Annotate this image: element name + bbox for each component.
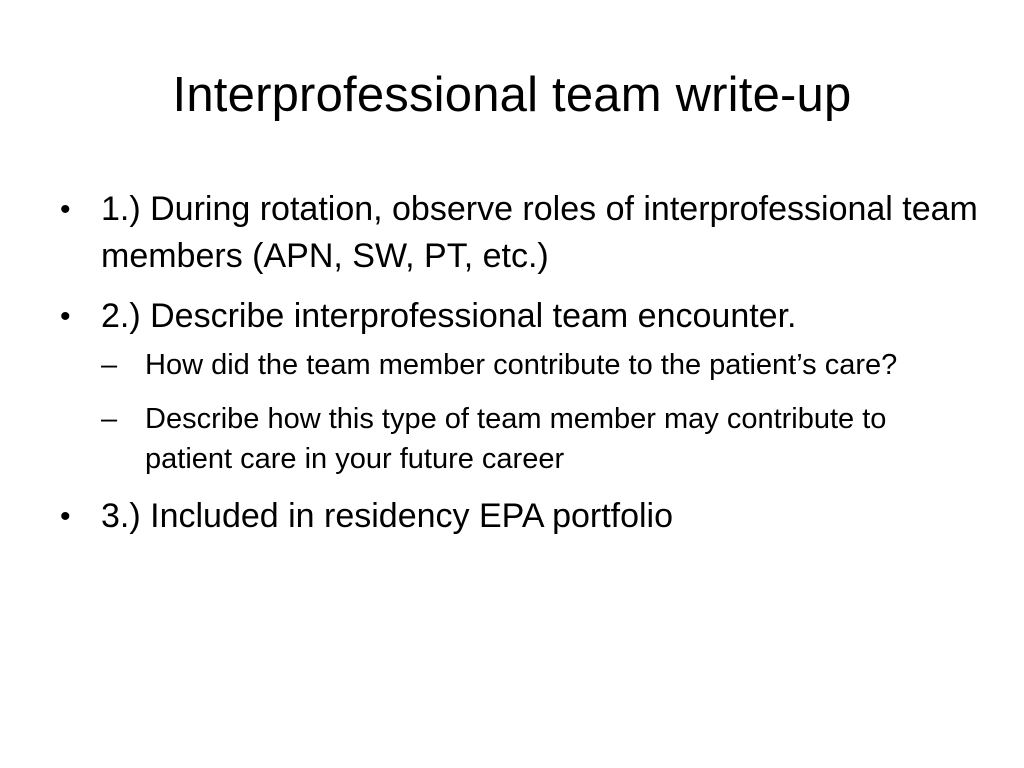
bullet-text: 2.) Describe interprofessional team encounter. xyxy=(101,297,797,335)
sub-bullet-item-1 xyxy=(101,345,980,385)
bullet-icon: • xyxy=(60,193,71,226)
sub-bullet-list xyxy=(101,345,980,479)
sub-bullet-text: How did the team member contribute to the patient’s care? xyxy=(145,349,898,381)
bullet-icon: • xyxy=(60,300,71,333)
sub-bullet-item-2 xyxy=(101,399,980,479)
slide-content xyxy=(60,186,980,553)
bullet-item-3 xyxy=(60,493,980,540)
bullet-icon: • xyxy=(60,500,71,533)
slide-title: Interprofessional team write-up xyxy=(172,68,852,122)
bullet-item-1 xyxy=(60,186,980,280)
dash-icon: – xyxy=(101,403,118,435)
bullet-list xyxy=(60,186,980,540)
bullet-text: 1.) During rotation, observe roles of interprofessional team members (APN, SW, PT, etc.) xyxy=(101,190,978,275)
dash-icon: – xyxy=(101,349,118,381)
bullet-text: 3.) Included in residency EPA portfolio xyxy=(101,497,674,535)
bullet-item-2 xyxy=(60,293,980,479)
sub-bullet-text: Describe how this type of team member may contribute to patient care in your future career xyxy=(145,403,887,475)
